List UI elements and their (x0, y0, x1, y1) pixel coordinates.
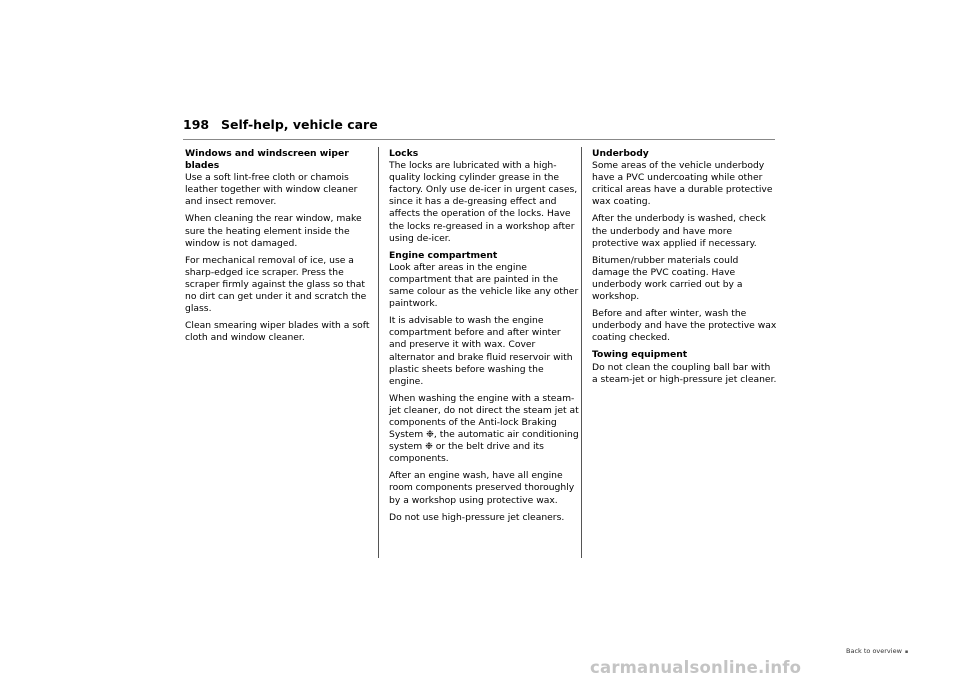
paragraph: Do not use high-pressure jet cleaners. (389, 511, 565, 523)
page-number: 198 (183, 117, 210, 132)
section-heading-locks: Locks (389, 148, 419, 159)
paragraph: After an engine wash, have all engine room components preserved thoroughly by a workshop using protective wax. (389, 470, 575, 506)
back-to-overview-link[interactable] (846, 647, 908, 655)
paragraph: It is advisable to wash the engine compartment before and after winter and preserve it with wax. Cover alternator and brake fluid reservoir with plastic sheets before washing the engine. (389, 315, 573, 387)
column-1 (185, 148, 375, 349)
paragraph: Before and after winter, wash the underbody and have the protective wax coating checked. (592, 308, 777, 344)
paragraph: Use a soft lint-free cloth or chamois leather together with window cleaner and insect remover. (185, 172, 358, 208)
paragraph: Bitumen/rubber materials could damage the PVC coating. Have underbody work carried out by a workshop. (592, 254, 743, 303)
section-heading-engine-compartment: Engine compartment (389, 249, 498, 261)
column-2 (389, 148, 579, 529)
paragraph: Do not clean the coupling ball bar with a steam-jet or high-pressure jet cleaner. (592, 361, 777, 385)
column-divider-2 (581, 147, 582, 558)
section-heading-windows: Windows and windscreen wiper blades (185, 148, 349, 172)
paragraph: After the underbody is washed, check the underbody and have more protective wax applied if necessary. (592, 213, 766, 249)
watermark: carmanualsonline.info (590, 658, 802, 677)
paragraph: Some areas of the vehicle underbody have a PVC undercoating while other critical areas have a durable protective wax coating. (592, 160, 773, 208)
column-3 (592, 148, 778, 391)
paragraph: Clean smearing wiper blades with a soft cloth and window cleaner. (185, 320, 370, 344)
section-heading-underbody: Underbody (592, 148, 649, 159)
paragraph: The locks are lubricated with a high-quality locking cylinder grease in the factory. Only use de-icer in urgent cases, since it has a de-greasing effect and affects the operation of the locks. Have the locks re-greased in a workshop after using de-icer. (389, 160, 578, 244)
back-to-overview-label: Back to overview (846, 647, 902, 655)
paragraph: Look after areas in the engine compartment that are painted in the same colour as the vehicle like any other paintwork. (389, 261, 579, 310)
page-header (183, 117, 775, 140)
paragraph: When cleaning the rear window, make sure the heating element inside the window is not damaged. (185, 213, 362, 249)
page-title: Self-help, vehicle care (221, 117, 378, 132)
arrow-right-icon: ▪ (904, 649, 909, 655)
paragraph: For mechanical removal of ice, use a sharp-edged ice scraper. Press the scraper firmly against the glass so that no dirt can get under it and scratch the glass. (185, 254, 367, 315)
paragraph: When washing the engine with a steam-jet cleaner, do not direct the steam jet at components of the Anti-lock Braking System ❉, the automatic air conditioning system ❉ or the belt drive and its components. (389, 392, 579, 465)
column-divider-1 (378, 147, 379, 558)
section-heading-towing-equipment: Towing equipment (592, 349, 688, 361)
